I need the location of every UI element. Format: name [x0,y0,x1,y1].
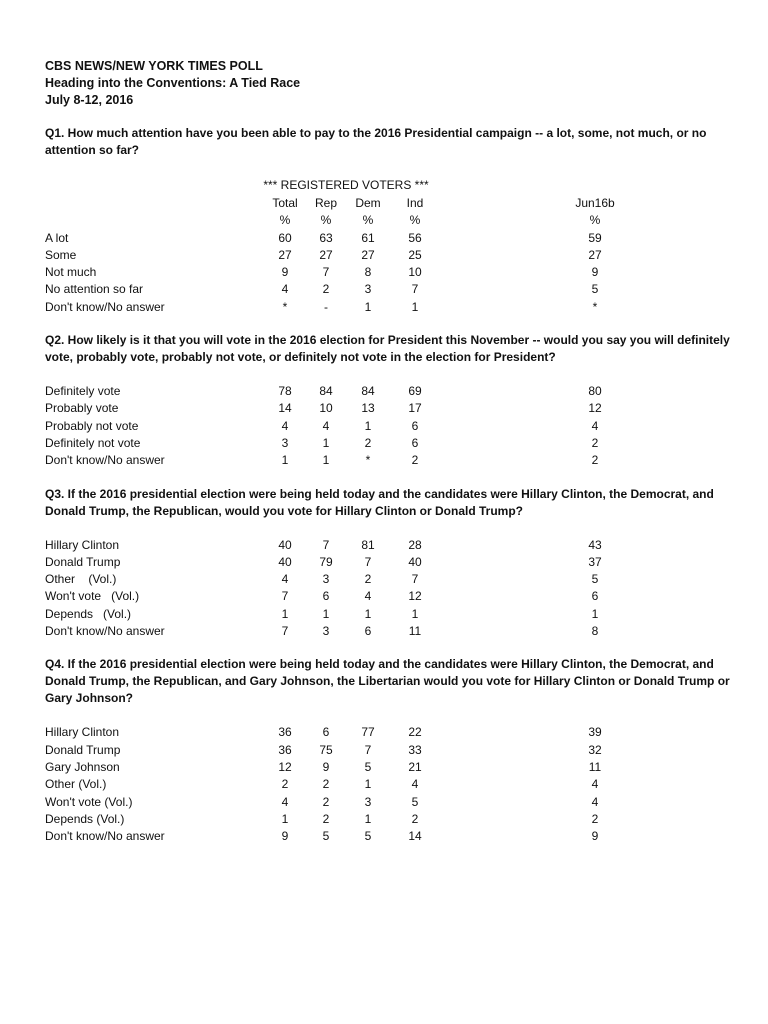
cell-value: * [365,453,371,468]
cell-value: 5 [322,829,330,844]
cell-value: 4 [364,589,372,604]
cell-value: 43 [588,537,602,552]
cell-value: 3 [322,624,330,639]
question-text: Q2. How likely is it that you will vote in the 2016 election for President this November -- would you say you will definitely vote, probably vote, probably not vote, or definitely not vote in the election for President? [45,333,730,365]
cell-value: 1 [411,299,419,314]
cell-value: 1 [364,418,372,433]
table-row [45,554,735,571]
cell-value: 2 [591,811,599,826]
table-row [45,452,735,469]
cell-value: 1 [364,777,372,792]
cell-value: 5 [591,282,599,297]
cell-value: 4 [591,794,599,809]
cell-value: 40 [408,554,422,569]
row-label: Hillary Clinton [45,537,120,552]
unit-label: % [279,213,291,228]
questions-container [45,125,735,845]
table-row [45,247,735,264]
cell-value: 2 [591,435,599,450]
row-label: Probably vote [45,401,119,416]
cell-value: 7 [364,742,372,757]
question-block [45,332,735,469]
row-label: Depends (Vol.) [45,606,132,621]
cell-value: 4 [591,777,599,792]
question-text: Q4. If the 2016 presidential election were being held today and the candidates were Hillary Clinton, the Democrat, and Donald Trump, the Republican, and Gary Johnson, the Libertarian would you vote for Hillary Clinton or Donald Trump or Gary Johnson? [45,657,730,706]
cell-value: 1 [411,606,419,621]
cell-value: 1 [281,606,289,621]
cell-value: 36 [278,742,292,757]
cell-value: 40 [278,537,292,552]
cell-value: 1 [281,811,289,826]
row-label: Gary Johnson [45,759,120,774]
cell-value: 2 [411,811,419,826]
table-row [45,418,735,435]
cell-value: 2 [364,572,372,587]
cell-value: 69 [408,384,422,399]
cell-value: 2 [591,453,599,468]
table-row [45,588,735,605]
row-label: Not much [45,265,97,280]
cell-value: 2 [364,435,372,450]
cell-value: 3 [281,435,289,450]
cell-value: 9 [281,265,289,280]
column-header: Ind [406,196,424,210]
cell-value: 6 [591,589,599,604]
cell-value: 7 [411,572,419,587]
column-header: Total [272,196,298,210]
cell-value: 5 [591,572,599,587]
cell-value: - [324,299,328,314]
cell-value: 78 [278,384,292,399]
cell-value: 27 [588,247,602,262]
document-page [45,58,735,845]
question-text: Q3. If the 2016 presidential election were being held today and the candidates were Hillary Clinton, the Democrat, and Donald Trump, the Republican, would you vote for Hillary Clinton or Donald Trump? [45,486,714,518]
row-label: Don't know/No answer [45,299,165,314]
cell-value: 36 [278,725,292,740]
cell-value: 25 [408,247,422,262]
cell-value: 27 [278,247,292,262]
row-label: Other (Vol.) [45,777,107,792]
cell-value: 1 [591,606,599,621]
row-label: Some [45,247,77,262]
cell-value: 12 [588,401,602,416]
cell-value: 4 [281,794,289,809]
question-block [45,656,735,845]
cell-value: 10 [319,401,333,416]
table-row [45,571,735,588]
cell-value: 11 [588,759,602,774]
cell-value: 28 [408,537,422,552]
cell-value: 81 [361,537,375,552]
cell-value: 1 [364,299,372,314]
cell-value: 6 [364,624,372,639]
cell-value: 7 [281,589,289,604]
table-row [45,537,735,554]
question-block [45,125,735,316]
cell-value: 1 [364,811,372,826]
table-row [45,230,735,247]
cell-value: 4 [411,777,419,792]
table-row [45,264,735,281]
cell-value: 2 [411,453,419,468]
cell-value: 7 [281,624,289,639]
cell-value: 27 [319,247,333,262]
column-header: Jun16b [575,196,615,210]
row-label: Won't vote (Vol.) [45,794,133,809]
unit-label: % [589,213,601,228]
cell-value: 84 [361,384,375,399]
cell-value: 14 [408,829,422,844]
cell-value: 32 [588,742,602,757]
row-label: Don't know/No answer [45,624,165,639]
cell-value: 40 [278,554,292,569]
question-text: Q1. How much attention have you been able to pay to the 2016 Presidential campaign -- a lot, some, not much, or no attention so far? [45,126,707,157]
row-label: Probably not vote [45,418,139,433]
row-label: Don't know/No answer [45,453,165,468]
cell-value: 7 [322,537,330,552]
table-row [45,742,735,759]
cell-value: * [282,299,288,314]
cell-value: 7 [322,265,330,280]
cell-value: 39 [588,725,602,740]
cell-value: 4 [281,572,289,587]
table-row [45,724,735,741]
cell-value: 80 [588,384,602,399]
table-row [45,776,735,793]
cell-value: 1 [322,606,330,621]
row-label: Other (Vol.) [45,572,117,587]
cell-value: 4 [281,418,289,433]
row-label: Don't know/No answer [45,829,165,844]
banner-text: *** REGISTERED VOTERS *** [263,178,429,192]
registered-voters-banner [45,178,735,195]
row-label: Definitely vote [45,384,121,399]
cell-value: 2 [322,282,330,297]
unit-label: % [320,213,332,228]
cell-value: 12 [278,759,292,774]
table-row [45,435,735,452]
poll-date: July 8-12, 2016 [45,93,134,107]
cell-value: 8 [364,265,372,280]
table-row [45,299,735,316]
cell-value: 75 [319,742,333,757]
poll-title: CBS NEWS/NEW YORK TIMES POLL [45,59,263,73]
question-block [45,486,735,641]
column-header-row [45,195,735,212]
cell-value: 12 [408,589,422,604]
cell-value: 14 [278,401,292,416]
cell-value: 79 [319,554,333,569]
row-label: Hillary Clinton [45,725,120,740]
row-label: No attention so far [45,282,144,297]
table-row [45,759,735,776]
row-label: Donald Trump [45,554,121,569]
cell-value: 3 [364,794,372,809]
row-label: Definitely not vote [45,435,141,450]
cell-value: 6 [322,725,330,740]
cell-value: 27 [361,247,375,262]
table-row [45,606,735,623]
unit-row [45,212,735,229]
row-label: Depends (Vol.) [45,811,125,826]
cell-value: 37 [588,554,602,569]
column-header: Dem [355,196,381,210]
table-row [45,383,735,400]
cell-value: 21 [408,759,422,774]
table-row [45,828,735,845]
cell-value: 3 [364,282,372,297]
cell-value: 59 [588,230,602,245]
cell-value: 84 [319,384,333,399]
unit-label: % [362,213,374,228]
cell-value: 4 [591,418,599,433]
row-label: Won't vote (Vol.) [45,589,140,604]
cell-value: 2 [322,777,330,792]
cell-value: 1 [322,435,330,450]
cell-value: 60 [278,230,292,245]
cell-value: 6 [411,435,419,450]
cell-value: 11 [408,624,422,639]
cell-value: 9 [591,265,599,280]
cell-value: 1 [364,606,372,621]
cell-value: 2 [322,811,330,826]
cell-value: 1 [281,453,289,468]
cell-value: 77 [361,725,375,740]
cell-value: 7 [411,282,419,297]
table-row [45,281,735,298]
cell-value: 6 [322,589,330,604]
cell-value: 7 [364,554,372,569]
cell-value: 56 [408,230,422,245]
cell-value: 5 [364,759,372,774]
cell-value: 9 [322,759,330,774]
cell-value: 61 [361,230,375,245]
cell-value: 33 [408,742,422,757]
column-header: Rep [314,196,337,210]
cell-value: 63 [319,230,333,245]
cell-value: 4 [322,418,330,433]
cell-value: 1 [322,453,330,468]
cell-value: 4 [281,282,289,297]
unit-label: % [409,213,421,228]
cell-value: 3 [322,572,330,587]
cell-value: 9 [591,829,599,844]
cell-value: 17 [408,401,422,416]
cell-value: 22 [408,725,422,740]
poll-subtitle: Heading into the Conventions: A Tied Race [45,76,301,90]
table-row [45,794,735,811]
cell-value: 6 [411,418,419,433]
cell-value: 8 [591,624,599,639]
row-label: Donald Trump [45,742,121,757]
cell-value: 2 [322,794,330,809]
cell-value: 13 [361,401,375,416]
cell-value: 5 [411,794,419,809]
table-row [45,811,735,828]
cell-value: 5 [364,829,372,844]
table-row [45,623,735,640]
cell-value: 2 [281,777,289,792]
cell-value: 10 [408,265,422,280]
cell-value: 9 [281,829,289,844]
cell-value: * [592,299,598,314]
row-label: A lot [45,230,69,245]
table-row [45,400,735,417]
